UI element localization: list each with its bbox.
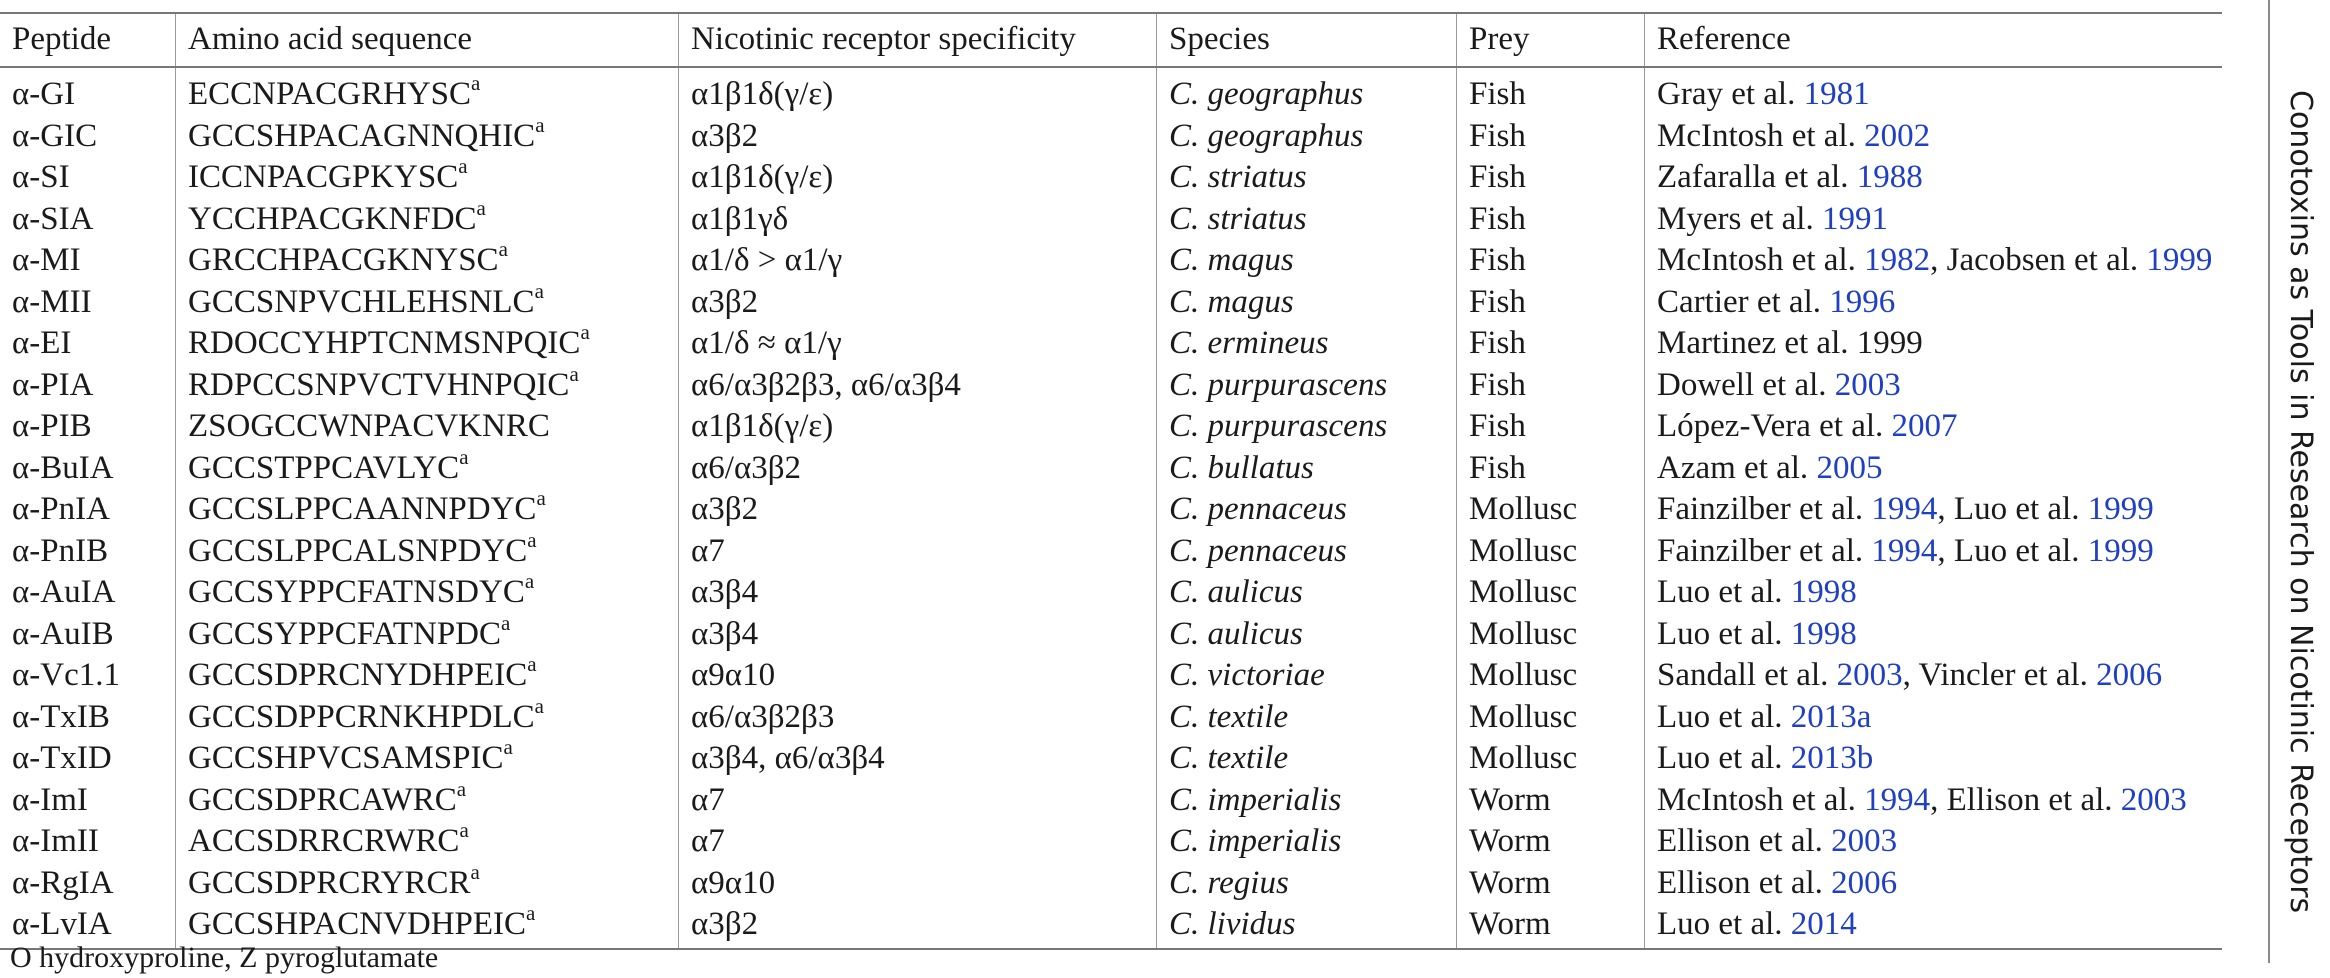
specificity-cell: α3β2: [679, 282, 1157, 324]
species-cell: C. aulicus: [1157, 572, 1457, 614]
species-cell: C. geographus: [1157, 67, 1457, 116]
sequence-text: GCCSHPVCSAMSPIC: [188, 740, 504, 776]
sequence-text: ICCNPACGPKYSC: [188, 159, 459, 195]
peptide-cell: α-LvIA: [0, 904, 176, 949]
peptide-cell: α-MI: [12, 242, 81, 278]
reference-author: Vincler et al.: [1918, 657, 2088, 693]
reference-cell: [1645, 448, 2223, 490]
sequence-text: GCCSYPPCFATNPDC: [188, 615, 502, 652]
species-cell: C. imperialis: [1157, 780, 1457, 822]
sequence-text: ACCSDRRCRWRC: [188, 823, 460, 859]
prey-cell: Fish: [1457, 67, 1645, 116]
reference-author: Zafaralla et al.: [1657, 159, 1849, 195]
peptide-cell: α-TxIB: [12, 698, 110, 735]
margin-rule: [2268, 0, 2270, 963]
reference-author: McIntosh et al.: [1657, 781, 1856, 818]
footnote-marker: a: [471, 71, 481, 95]
peptide-cell: α-PIB: [12, 408, 92, 444]
reference-author: Luo et al.: [1657, 906, 1783, 942]
sequence-cell: [176, 652, 679, 697]
table-row: [0, 697, 2222, 739]
species-cell: C. striatus: [1157, 199, 1457, 241]
reference-year: 1999: [1856, 325, 1923, 361]
table-row: [0, 365, 2222, 407]
sequence-text: GCCSNPVCHLEHSNLC: [188, 283, 535, 320]
reference-cell: [1645, 904, 2223, 949]
species-cell: C. textile: [1157, 697, 1457, 739]
footnote-marker: a: [501, 610, 511, 635]
reference-cell: [1645, 116, 2223, 158]
header-row: [0, 13, 2222, 67]
sequence-cell: [176, 406, 679, 448]
footnote-marker: a: [459, 444, 469, 469]
reference-year-link[interactable]: 2013b: [1790, 740, 1874, 776]
footnote-marker: a: [456, 776, 467, 801]
reference-author: Fainzilber et al.: [1657, 532, 1864, 569]
reference-year-link[interactable]: 2006: [2096, 657, 2163, 693]
reference-year-link[interactable]: 1988: [1856, 159, 1923, 195]
species-cell: C. lividus: [1157, 904, 1457, 949]
species-cell: C. magus: [1157, 240, 1457, 282]
header-reference: Reference: [1645, 13, 2223, 67]
peptide-cell: α-MII: [12, 283, 92, 320]
sequence-cell: [176, 444, 679, 490]
footnote-marker: a: [503, 735, 513, 759]
reference-year-link[interactable]: 1981: [1803, 76, 1870, 112]
reference-cell: McIntosh et al. 1994, Ellison et al. 2003: [1645, 780, 2223, 822]
table-row: [0, 738, 2222, 780]
prey-cell: Worm: [1457, 821, 1645, 863]
sequence-text: GCCSDPRCAWRC: [188, 781, 457, 818]
species-cell: C. bullatus: [1157, 448, 1457, 490]
reference-cell: [1645, 406, 2223, 448]
reference-cell: [1645, 365, 2223, 407]
reference-author: Luo et al.: [1657, 698, 1783, 735]
running-head: [2278, 0, 2322, 963]
sequence-text: GCCSLPPCALSNPDYC: [188, 532, 528, 569]
species-cell: C. victoriae: [1157, 655, 1457, 697]
specificity-cell: α7: [679, 780, 1157, 822]
footnote-marker: a: [527, 652, 537, 676]
prey-cell: Fish: [1457, 323, 1645, 365]
reference-author: Luo et al.: [1657, 615, 1783, 652]
table-row: [0, 821, 2222, 863]
peptide-cell: α-RgIA: [12, 864, 114, 901]
footnote-marker: a: [580, 320, 590, 344]
reference-author: Dowell et al.: [1657, 366, 1827, 403]
footnote-marker: a: [458, 154, 468, 178]
prey-cell: Worm: [1457, 780, 1645, 822]
table-row: [0, 489, 2222, 531]
sequence-text: GCCSTPPCAVLYC: [188, 449, 460, 486]
sequence-cell: [176, 776, 679, 822]
reference-cell: Sandall et al. 2003, Vincler et al. 2006: [1645, 655, 2223, 697]
specificity-cell: α7: [679, 531, 1157, 573]
reference-author: Luo et al.: [1953, 491, 2080, 527]
reference-year-link[interactable]: 2007: [1891, 408, 1958, 444]
table-row: [0, 199, 2222, 241]
reference-cell: [1645, 157, 2223, 199]
reference-year-link[interactable]: 2002: [1864, 117, 1931, 154]
species-cell: C. regius: [1157, 863, 1457, 905]
prey-cell: Mollusc: [1457, 572, 1645, 614]
reference-year-link[interactable]: 1999: [2087, 532, 2154, 569]
table-row: [0, 780, 2222, 822]
table-row: [0, 67, 2222, 116]
reference-year-link[interactable]: 2003: [1831, 823, 1898, 859]
peptide-cell: α-SIA: [12, 200, 94, 237]
reference-year-link[interactable]: 2003: [1836, 657, 1903, 693]
reference-author: Gray et al.: [1657, 76, 1796, 112]
prey-cell: Mollusc: [1457, 489, 1645, 531]
footnote-marker: a: [536, 486, 546, 510]
reference-author: Martinez et al.: [1657, 325, 1849, 361]
table-footnote: O hydroxyproline, Z pyroglutamate: [10, 941, 439, 974]
reference-author: López-Vera et al.: [1657, 408, 1884, 444]
reference-year-link[interactable]: 1999: [2087, 491, 2154, 527]
reference-cell: McIntosh et al. 1982, Jacobsen et al. 1999: [1645, 240, 2223, 282]
header-species: Species: [1157, 13, 1457, 67]
sequence-text: GCCSDPRCRYRCR: [188, 864, 471, 901]
table-row: [0, 240, 2222, 282]
reference-author: Ellison et al.: [1657, 823, 1823, 859]
reference-year-link[interactable]: 1998: [1790, 574, 1857, 610]
species-cell: C. magus: [1157, 282, 1457, 324]
reference-cell: [1645, 821, 2223, 863]
sequence-text: ZSOGCCWNPACVKNRC: [188, 408, 550, 444]
reference-year-link[interactable]: 2013a: [1790, 698, 1872, 735]
peptide-cell: α-SI: [12, 159, 70, 195]
sequence-text: GCCSDPRCNYDHPEIC: [188, 657, 528, 693]
peptide-cell: α-PnIA: [12, 491, 110, 527]
table-row: [0, 448, 2222, 490]
reference-year-link[interactable]: 2005: [1816, 449, 1883, 486]
reference-cell: [1645, 572, 2223, 614]
reference-author: Ellison et al.: [1657, 864, 1823, 901]
table-row: [0, 282, 2222, 324]
species-cell: C. pennaceus: [1157, 531, 1457, 573]
footnote-marker: a: [498, 237, 508, 261]
prey-cell: Mollusc: [1457, 697, 1645, 739]
sequence-text: YCCHPACGKNFDC: [188, 200, 477, 237]
footnote-marker: a: [569, 361, 579, 386]
running-head-text: Conotoxins as Tools in Research on Nicotinic Receptors: [2283, 90, 2318, 914]
reference-cell: [1645, 67, 2223, 116]
specificity-cell: α1/δ > α1/γ: [679, 240, 1157, 282]
sequence-text: GCCSDPPCRNKHPDLC: [188, 698, 535, 735]
peptide-cell: α-TxID: [12, 740, 112, 776]
sequence-cell: [176, 195, 679, 241]
footnote-marker: a: [527, 527, 537, 552]
sequence-cell: [176, 67, 679, 116]
peptide-cell: α-Vc1.1: [12, 657, 121, 693]
sequence-cell: [176, 486, 679, 531]
reference-author: McIntosh et al.: [1657, 242, 1856, 278]
footnote-marker: a: [524, 569, 535, 593]
species-cell: C. imperialis: [1157, 821, 1457, 863]
prey-cell: Fish: [1457, 365, 1645, 407]
reference-cell: [1645, 738, 2223, 780]
specificity-cell: α3β2: [679, 489, 1157, 531]
sequence-text: RDPCCSNPVCTVHNPQIC: [188, 366, 570, 403]
species-cell: C. purpurascens: [1157, 406, 1457, 448]
specificity-cell: α1β1δ(γ/ε): [679, 67, 1157, 116]
sequence-text: GCCSYPPCFATNSDYC: [188, 574, 525, 610]
peptide-cell: α-PnIB: [12, 532, 109, 569]
reference-year-link[interactable]: 2014: [1790, 906, 1857, 942]
sequence-cell: [176, 361, 679, 407]
prey-cell: Fish: [1457, 199, 1645, 241]
reference-author: Luo et al.: [1657, 740, 1783, 776]
conotoxin-table: [0, 12, 2222, 950]
reference-author: Fainzilber et al.: [1657, 491, 1864, 527]
species-cell: C. striatus: [1157, 157, 1457, 199]
footnote-marker: a: [534, 693, 544, 718]
footnote-marker: a: [470, 859, 480, 884]
reference-year-link[interactable]: 2003: [2120, 781, 2187, 818]
peptide-cell: α-GIC: [12, 117, 98, 154]
sequence-cell: [176, 320, 679, 365]
table-row: [0, 655, 2222, 697]
species-cell: C. purpurascens: [1157, 365, 1457, 407]
specificity-cell: α3β2: [679, 116, 1157, 158]
sequence-text: GRCCHPACGKNYSC: [188, 242, 499, 278]
reference-cell: [1645, 863, 2223, 905]
specificity-cell: α1β1δ(γ/ε): [679, 406, 1157, 448]
prey-cell: Mollusc: [1457, 738, 1645, 780]
reference-cell: [1645, 199, 2223, 241]
table-row: [0, 116, 2222, 158]
reference-year-link[interactable]: 1994: [1864, 781, 1931, 818]
prey-cell: Mollusc: [1457, 531, 1645, 573]
prey-cell: Fish: [1457, 282, 1645, 324]
reference-author: Ellison et al.: [1946, 781, 2113, 818]
sequence-text: GCCSLPPCAANNPDYC: [188, 491, 537, 527]
sequence-cell: [176, 735, 679, 780]
reference-year-link[interactable]: 1998: [1790, 615, 1857, 652]
table-row: [0, 614, 2222, 656]
footnote-marker: a: [535, 112, 545, 137]
peptide-cell: α-AuIB: [12, 615, 114, 652]
sequence-cell: [176, 818, 679, 863]
reference-author: Luo et al.: [1953, 532, 2080, 569]
peptide-cell: α-ImI: [12, 781, 88, 818]
specificity-cell: α1β1γδ: [679, 199, 1157, 241]
specificity-cell: α3β2: [679, 904, 1157, 949]
specificity-cell: α6/α3β2β3, α6/α3β4: [679, 365, 1157, 407]
species-cell: C. pennaceus: [1157, 489, 1457, 531]
sequence-cell: [176, 278, 679, 324]
specificity-cell: α3β4: [679, 572, 1157, 614]
table-row: [0, 531, 2222, 573]
sequence-cell: [176, 527, 679, 573]
peptide-cell: α-PIA: [12, 366, 94, 403]
prey-cell: Fish: [1457, 448, 1645, 490]
species-cell: C. ermineus: [1157, 323, 1457, 365]
header-sequence: Amino acid sequence: [176, 13, 679, 67]
reference-cell: [1645, 697, 2223, 739]
reference-author: Myers et al.: [1657, 200, 1814, 237]
reference-year-link[interactable]: 1996: [1829, 283, 1896, 320]
sequence-cell: [176, 112, 679, 158]
sequence-text: ECCNPACGRHYSC: [188, 76, 472, 112]
specificity-cell: α6/α3β2: [679, 448, 1157, 490]
table-row: [0, 572, 2222, 614]
table-row: [0, 157, 2222, 199]
sequence-text: RDOCCYHPTCNMSNPQIC: [188, 325, 581, 361]
prey-cell: Worm: [1457, 863, 1645, 905]
table-row: [0, 863, 2222, 905]
footnote-marker: a: [476, 195, 486, 220]
table-row: [0, 406, 2222, 448]
prey-cell: Fish: [1457, 406, 1645, 448]
species-cell: C. textile: [1157, 738, 1457, 780]
specificity-cell: α9α10: [679, 863, 1157, 905]
reference-cell: [1645, 614, 2223, 656]
prey-cell: Worm: [1457, 904, 1645, 949]
footnote-marker: a: [526, 901, 536, 925]
footnote-marker: a: [534, 278, 544, 303]
reference-author: Luo et al.: [1657, 574, 1783, 610]
table-body: [0, 67, 2222, 949]
footnote-marker: a: [459, 818, 469, 842]
reference-author: Azam et al.: [1657, 449, 1809, 486]
species-cell: C. aulicus: [1157, 614, 1457, 656]
reference-year-link[interactable]: 2003: [1834, 366, 1901, 403]
specificity-cell: α7: [679, 821, 1157, 863]
sequence-text: GCCSHPACAGNNQHIC: [188, 117, 536, 154]
header-peptide: Peptide: [0, 13, 176, 67]
sequence-cell: [176, 859, 679, 905]
reference-year-link[interactable]: 1994: [1871, 532, 1938, 569]
prey-cell: Fish: [1457, 240, 1645, 282]
specificity-cell: α9α10: [679, 655, 1157, 697]
prey-cell: Mollusc: [1457, 655, 1645, 697]
peptide-cell: α-BuIA: [12, 449, 114, 486]
table-row: [0, 323, 2222, 365]
prey-cell: Mollusc: [1457, 614, 1645, 656]
prey-cell: Fish: [1457, 157, 1645, 199]
specificity-cell: α1/δ ≈ α1/γ: [679, 323, 1157, 365]
prey-cell: Fish: [1457, 116, 1645, 158]
reference-year-link[interactable]: 1991: [1821, 200, 1888, 237]
sequence-cell: [176, 237, 679, 282]
peptide-cell: α-ImII: [12, 823, 99, 859]
sequence-cell: [176, 154, 679, 199]
specificity-cell: α1β1δ(γ/ε): [679, 157, 1157, 199]
sequence-cell: [176, 693, 679, 739]
reference-year-link[interactable]: 1982: [1864, 242, 1931, 278]
header-specificity: Nicotinic receptor specificity: [679, 13, 1157, 67]
sequence-text: GCCSHPACNVDHPEIC: [188, 906, 527, 942]
reference-year-link[interactable]: 2006: [1831, 864, 1898, 901]
sequence-cell: [176, 569, 679, 614]
table-header: [0, 13, 2222, 67]
species-cell: C. geographus: [1157, 116, 1457, 158]
reference-author: Sandall et al.: [1657, 657, 1829, 693]
sequence-cell: [176, 610, 679, 656]
peptide-cell: α-AuIA: [12, 574, 116, 610]
reference-author: Jacobsen et al.: [1946, 242, 2139, 278]
specificity-cell: α6/α3β2β3: [679, 697, 1157, 739]
peptide-cell: α-GI: [12, 76, 76, 112]
reference-year-link[interactable]: 1994: [1871, 491, 1938, 527]
peptide-cell: α-EI: [12, 325, 72, 361]
reference-cell: Fainzilber et al. 1994, Luo et al. 1999: [1645, 531, 2223, 573]
specificity-cell: α3β4: [679, 614, 1157, 656]
reference-cell: Fainzilber et al. 1994, Luo et al. 1999: [1645, 489, 2223, 531]
reference-year-link[interactable]: 1999: [2146, 242, 2213, 278]
reference-author: McIntosh et al.: [1657, 117, 1856, 154]
specificity-cell: α3β4, α6/α3β4: [679, 738, 1157, 780]
reference-cell: [1645, 323, 2223, 365]
reference-cell: [1645, 282, 2223, 324]
reference-author: Cartier et al.: [1657, 283, 1822, 320]
header-prey: Prey: [1457, 13, 1645, 67]
